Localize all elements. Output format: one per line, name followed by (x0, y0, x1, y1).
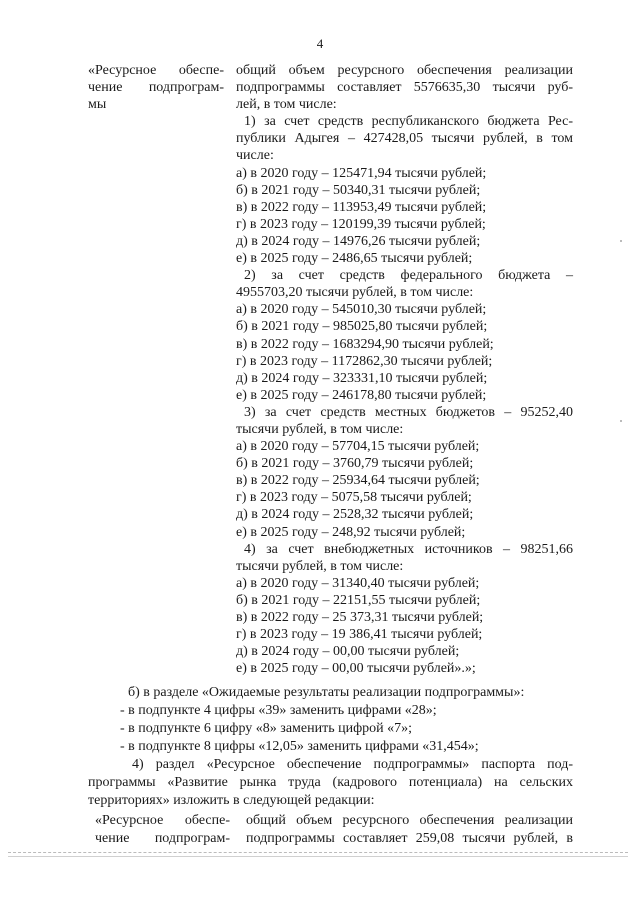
scan-mark (620, 240, 622, 242)
right-line: 4) за счет внебюджетных источников – 98251,66 (244, 541, 573, 557)
body-line: - в подпункте 4 цифры «39» заменить цифрами «28»; (120, 703, 437, 718)
right-line: д) в 2024 году – 2528,32 тысячи рублей; (236, 507, 474, 523)
right-line: 2) за счет средств федерального бюджета – (244, 268, 573, 284)
right-line: числе: (236, 148, 274, 164)
right-line: г) в 2023 году – 19 386,41 тысячи рублей; (236, 627, 483, 643)
right-line: д) в 2024 году – 00,00 тысячи рублей; (236, 644, 460, 660)
body-paragraphs (88, 684, 573, 810)
body-line: 4) раздел «Ресурсное обеспечение подпрограммы» паспорта под- (132, 757, 573, 772)
right-line: в) в 2022 году – 113953,49 тысячи рублей; (236, 199, 487, 215)
right-line: е) в 2025 году – 2486,65 тысячи рублей; (236, 251, 473, 267)
body-line: программы «Развитие рынка труда (кадрового потенциала) на сельских (88, 775, 573, 790)
right-line: г) в 2023 году – 5075,58 тысячи рублей; (236, 490, 472, 506)
right-line: подпрограммы составляет 5576635,30 тысячи руб- (236, 80, 573, 96)
left-cell-line: мы (88, 97, 107, 112)
right-line: е) в 2025 году – 246178,80 тысячи рублей; (236, 387, 487, 403)
table-left-cell (88, 62, 224, 113)
right-line: б) в 2021 году – 50340,31 тысячи рублей; (236, 182, 481, 198)
body-line: б) в разделе «Ожидаемые результаты реализации подпрограммы»: (128, 685, 525, 700)
right-line: г) в 2023 году – 1172862,30 тысячи рублей; (236, 353, 493, 369)
next-table-right-cell (246, 812, 573, 848)
right-line: а) в 2020 году – 31340,40 тысячи рублей; (236, 575, 480, 591)
body-line: - в подпункте 8 цифры «12,05» заменить цифрами «31,454»; (120, 739, 479, 754)
right-line: в) в 2022 году – 1683294,90 тысячи рублей; (236, 336, 494, 352)
right-line: 3) за счет средств местных бюджетов – 95252,40 (244, 404, 573, 420)
right-line: общий объем ресурсного обеспечения реализации (236, 63, 573, 78)
page-edge-rule (8, 856, 628, 857)
right-line: лей, в том числе: (236, 97, 337, 113)
right-line: тысячи рублей, в том числе: (236, 421, 404, 437)
right-line: д) в 2024 году – 14976,26 тысячи рублей; (236, 233, 481, 249)
next-table-left-cell (95, 812, 230, 848)
body-line: - в подпункте 6 цифру «8» заменить цифрой «7»; (120, 721, 413, 736)
right-line: д) в 2024 году – 323331,10 тысячи рублей; (236, 370, 488, 386)
left-cell-line: «Ресурсное обеспе- (95, 813, 230, 828)
right-line: а) в 2020 году – 57704,15 тысячи рублей; (236, 439, 480, 455)
left-cell-line: чение подпрограм- (88, 80, 224, 95)
right-line: 4955703,20 тысячи рублей, в том числе: (236, 285, 474, 301)
right-line: е) в 2025 году – 248,92 тысячи рублей; (236, 524, 466, 540)
right-line: публики Адыгея – 427428,05 тысячи рублей, в том (236, 131, 573, 147)
left-cell-line: чение подпрограм- (95, 831, 230, 846)
right-line: подпрограммы составляет 259,08 тысячи рублей, в (246, 831, 573, 846)
table-right-cell (236, 62, 573, 677)
right-line: е) в 2025 году – 00,00 тысячи рублей».»; (236, 661, 476, 677)
right-line: тысячи рублей, в том числе: (236, 558, 404, 574)
right-line: в) в 2022 году – 25934,64 тысячи рублей; (236, 473, 480, 489)
right-line: а) в 2020 году – 125471,94 тысячи рублей; (236, 165, 487, 181)
right-line: г) в 2023 году – 120199,39 тысячи рублей; (236, 216, 486, 232)
left-cell-line: «Ресурсное обеспе- (88, 63, 224, 78)
right-line: 1) за счет средств республиканского бюджета Рес- (244, 114, 573, 130)
page-number: 4 (316, 36, 324, 51)
right-line: б) в 2021 году – 985025,80 тысячи рублей; (236, 319, 488, 335)
right-line: общий объем ресурсного обеспечения реализации (246, 813, 573, 828)
scan-mark (620, 420, 622, 422)
right-line: б) в 2021 году – 3760,79 тысячи рублей; (236, 456, 474, 472)
right-line: б) в 2021 году – 22151,55 тысячи рублей; (236, 592, 481, 608)
right-line: в) в 2022 году – 25 373,31 тысячи рублей; (236, 610, 484, 625)
page-edge-rule (8, 852, 628, 853)
body-line: территориях» изложить в следующей редакции: (88, 793, 375, 808)
right-line: а) в 2020 году – 545010,30 тысячи рублей; (236, 302, 487, 318)
